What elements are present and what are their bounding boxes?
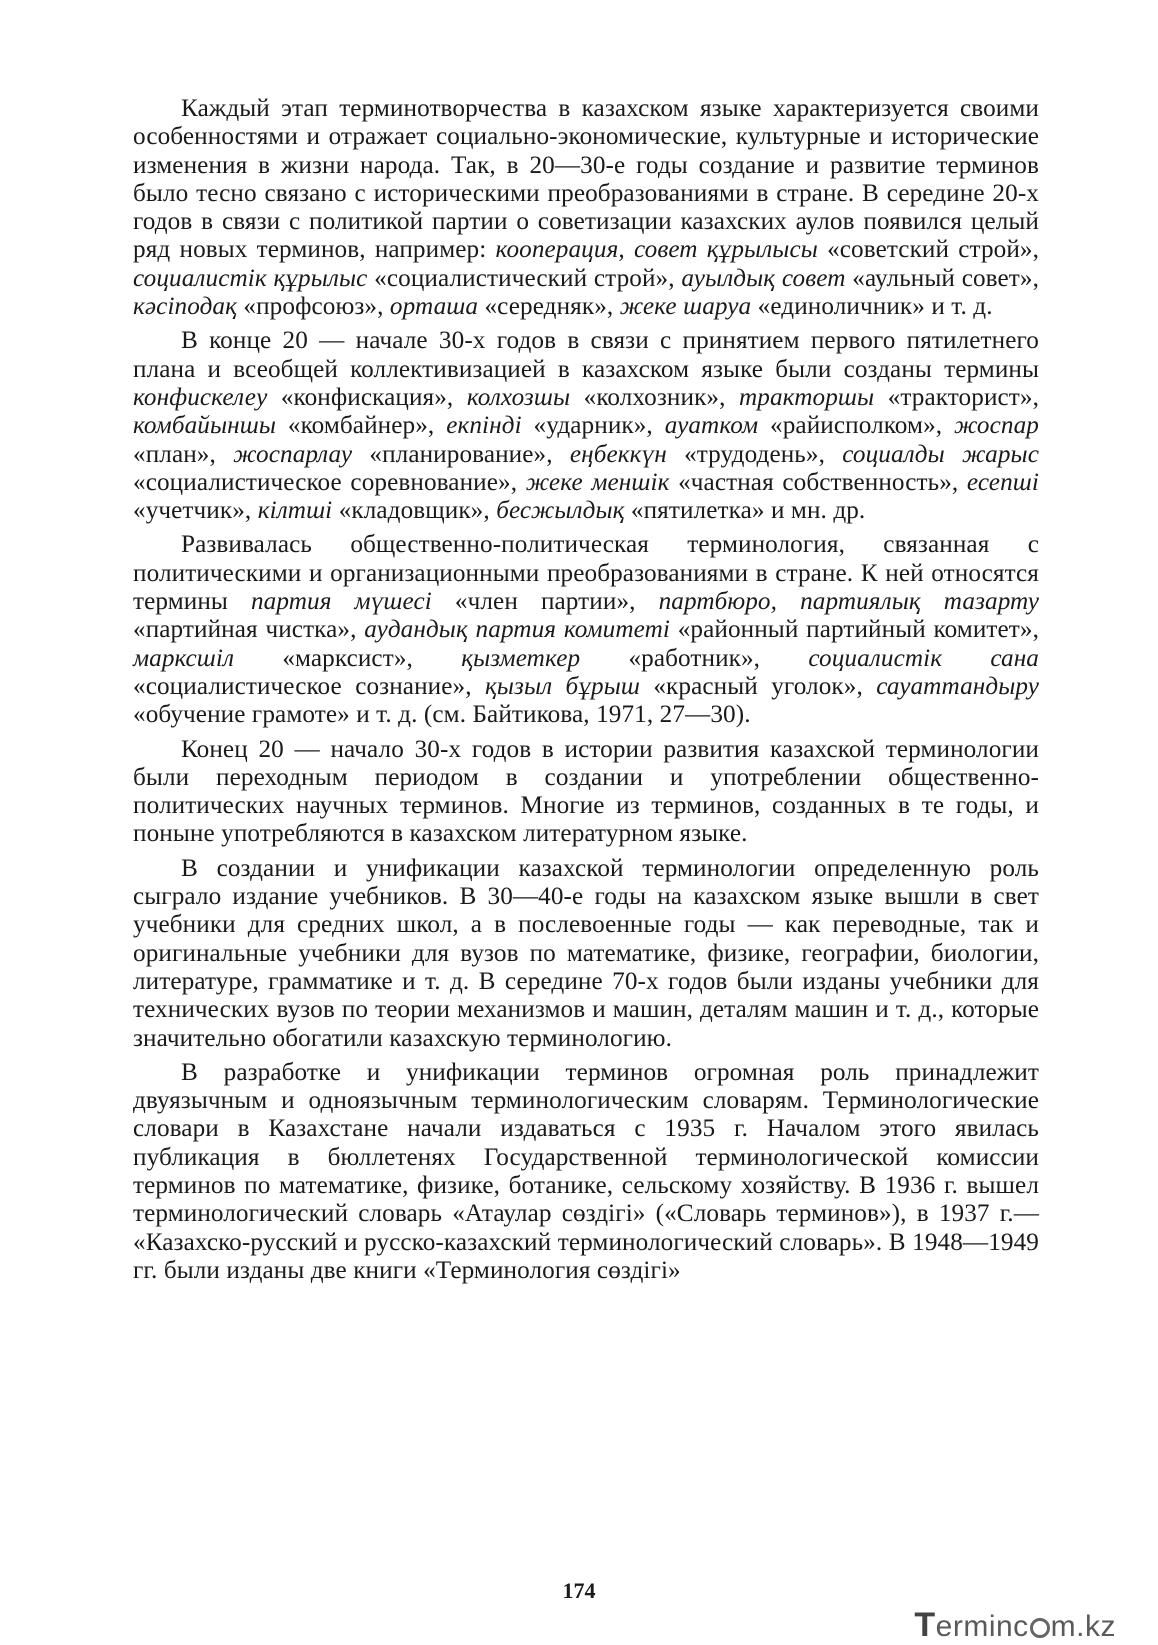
watermark-o-ring-icon bbox=[1030, 1618, 1050, 1638]
term-italic: социалистік құрылыс bbox=[133, 264, 368, 292]
text-run: «социалистический строй», bbox=[367, 264, 682, 292]
text-run: «социалистическое сознание», bbox=[133, 672, 485, 700]
term-italic: ауылдық совет bbox=[681, 264, 846, 292]
text-run: «единоличник» и т. д. bbox=[751, 293, 993, 321]
term-italic: колхозшы bbox=[466, 383, 571, 411]
paragraph bbox=[133, 531, 1039, 729]
text-run: «районный партийный комитет», bbox=[669, 616, 1040, 644]
text-run: Развивалась общественно-политическая терминология, связанная с политическими и организационными преобразованиями в стране. К ней относятся термины bbox=[133, 531, 1039, 616]
term-italic: кәсіподақ bbox=[133, 293, 238, 321]
text-run: «кладовщик», bbox=[332, 497, 497, 525]
text-run: «комбайнер», bbox=[276, 412, 447, 440]
text-run: «середняк», bbox=[478, 293, 620, 321]
term-italic: кооперация, совет құрылысы bbox=[495, 236, 818, 264]
term-italic: марксшіл bbox=[133, 644, 235, 672]
text-run: В создании и унификации казахской терминологии определенную роль сыграло издание учебников. В 30—40-е годы на казахском языке вышли в свет учебники для средних школ, а в послевоенные годы — как переводные, так и оригинальные учебники для вузов по математике, физике, географии, биологии, литературе, грамматике и т. д. В середине 70-х годов были изданы учебники для технических вузов по теории механизмов и машин, деталям машин и т. д., которые значительно обогатили казахскую терминологию. bbox=[133, 854, 1039, 1052]
text-run: Конец 20 — начало 30-х годов в истории развития казахской терминологии были переходным периодом в создании и употреблении общественно-политических научных терминов. Многие из терминов, созданных в те годы, и поныне употребляются в казахском литературном языке. bbox=[133, 735, 1039, 848]
text-run: «марксист», bbox=[234, 644, 462, 672]
term-italic: екпінді bbox=[446, 412, 522, 440]
text-run: В разработке и унификации терминов огромная роль принадлежит двуязычным и одноязычным терминологическим словарям. Терминологические словари в Казахстане начали издаваться с 1935 г. Началом этого явилась публикация в бюллетенях Государственной терминологической комиссии терминов по математике, физике, ботанике, сельскому хозяйству. В 1936 г. вышел терминологический словарь «Атаулар сөздігі» («Словарь терминов»), в 1937 г.— «Казахско-русский и русско-казахский терминологический словарь». В 1948—1949 гг. были изданы две книги «Терминология сөздігі» bbox=[133, 1058, 1039, 1284]
term-italic: орташа bbox=[389, 293, 479, 321]
term-italic: еңбеккүн bbox=[569, 440, 667, 468]
term-italic: ауатком bbox=[664, 412, 759, 440]
text-run: «советский строй», bbox=[817, 236, 1040, 264]
text-run: «ударник», bbox=[521, 412, 665, 440]
term-italic: конфискелеу bbox=[133, 383, 268, 411]
term-italic: жеке шаруа bbox=[619, 293, 752, 321]
text-run: «план», bbox=[133, 440, 234, 468]
term-italic: аудандық партия комитеті bbox=[364, 616, 670, 644]
paragraph bbox=[133, 736, 1039, 849]
term-italic: жоспарлау bbox=[233, 440, 353, 468]
term-italic: бесжылдық bbox=[496, 497, 625, 525]
text-run: «частная собственность», bbox=[669, 468, 967, 496]
paragraph bbox=[133, 1059, 1039, 1285]
text-run: «обучение грамоте» и т. д. (см. Байтикова, 1971, 27—30). bbox=[133, 701, 751, 729]
term-italic: қызметкер bbox=[461, 644, 581, 672]
term-italic: партия мүшесі bbox=[250, 588, 432, 616]
paragraph bbox=[133, 327, 1039, 525]
text-run: «аульный совет», bbox=[845, 264, 1039, 292]
text-run: «тракторист», bbox=[874, 383, 1039, 411]
site-watermark-logo bbox=[914, 1606, 1116, 1645]
watermark-prefix: T bbox=[914, 1606, 936, 1644]
text-run: «член партии», bbox=[431, 588, 659, 616]
term-italic: комбайыншы bbox=[133, 412, 277, 440]
paragraph bbox=[133, 95, 1039, 321]
watermark-middle: erminc bbox=[935, 1610, 1029, 1643]
term-italic: жеке меншік bbox=[525, 468, 670, 496]
term-italic: тракторшы bbox=[739, 383, 875, 411]
page-body bbox=[133, 95, 1039, 1291]
page-number: 174 bbox=[562, 1578, 596, 1603]
text-run: «райисполком», bbox=[758, 412, 955, 440]
term-italic: есепші bbox=[966, 468, 1039, 496]
text-run: «планирование», bbox=[352, 440, 570, 468]
text-run: В конце 20 — начале 30-х годов в связи с принятием первого пятилетнего плана и всеобщей коллективизацией в казахском языке были созданы термины bbox=[133, 327, 1039, 383]
text-run: «учетчик», bbox=[133, 497, 258, 525]
term-italic: сауаттандыру bbox=[876, 672, 1039, 700]
term-italic: социалды жарыс bbox=[842, 440, 1039, 468]
watermark-suffix: m.kz bbox=[1050, 1610, 1116, 1643]
text-run: «красный уголок», bbox=[640, 672, 877, 700]
text-run: Каждый этап терминотворчества в казахском языке характеризуется своими особенностями и отражает социально-экономические, культурные и исторические изменения в жизни народа. Так, в 20—30-е годы создание и развитие терминов было тесно связано с историческими преобразованиями в стране. В середине 20-х годов в связи с политикой партии о советизации казахских аулов появился целый ряд новых терминов, например: bbox=[133, 95, 1039, 264]
paragraph bbox=[133, 855, 1039, 1053]
text-run: «партийная чистка», bbox=[133, 616, 365, 644]
term-italic: партбюро, партиялық тазарту bbox=[658, 588, 1039, 616]
text-run: «профсоюз», bbox=[237, 293, 390, 321]
term-italic: социалистік сана bbox=[808, 644, 1039, 672]
text-run: «трудодень», bbox=[666, 440, 843, 468]
term-italic: жоспар bbox=[954, 412, 1039, 440]
term-italic: кілтші bbox=[257, 497, 333, 525]
text-run: «пятилетка» и мн. др. bbox=[624, 497, 866, 525]
text-run: «работник», bbox=[580, 644, 809, 672]
term-italic: қызыл бұрыш bbox=[484, 672, 640, 700]
text-run: «колхозник», bbox=[570, 383, 739, 411]
text-run: «социалистическое соревнование», bbox=[133, 468, 526, 496]
text-run: «конфискация», bbox=[267, 383, 467, 411]
